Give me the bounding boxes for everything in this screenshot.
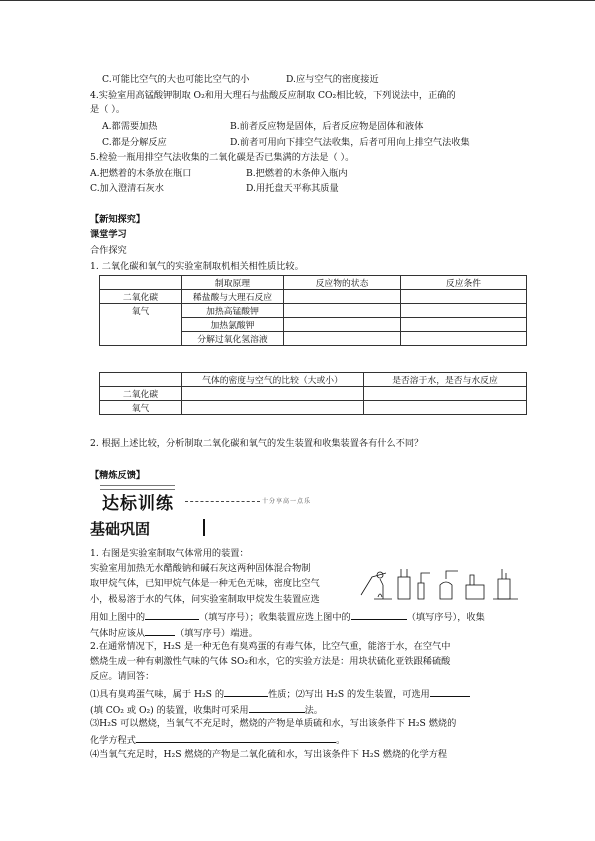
table-header-cell: 反应物的状态 (284, 276, 401, 290)
q5-option-a: A.把燃着的木条放在瓶口 (90, 168, 192, 179)
tubes-f (502, 569, 506, 579)
q5-option-b: B.把燃着的木条伸入瓶内 (246, 168, 348, 179)
table-cell (100, 332, 182, 346)
answer-blank[interactable] (224, 687, 268, 697)
answer-blank[interactable] (145, 626, 175, 636)
flask-b (398, 577, 410, 599)
p2-line5-b: 法。 (304, 705, 323, 716)
q4-option-b: B.前者反应物是固体，后者反应物是固体和液体 (230, 121, 424, 132)
table-row (100, 290, 527, 304)
comparison-table-2 (99, 372, 527, 415)
p2-line1: 2.在通常情况下，H₂S 是一种无色有臭鸡蛋的有毒气体，比空气重，能溶于水，在空气中 (90, 641, 451, 652)
answer-blank[interactable] (136, 733, 336, 743)
p2-line4-a: ⑴具有臭鸡蛋气味，属于 H₂S 的 (90, 689, 225, 700)
p1-line5-b: （填写序号）；收集装置应选上图中的 (199, 612, 351, 623)
q3-option-c: C.可能比空气的大也可能比空气的小 (102, 74, 250, 85)
table-row (100, 401, 527, 415)
tube-c (421, 573, 430, 583)
table-cell: 二氧化碳 (100, 387, 182, 401)
section-heading-new-knowledge: 【新知探究】 (90, 214, 146, 225)
trough-e (466, 585, 484, 599)
p2-line7 (90, 733, 345, 747)
q5-option-d: D.用托盘天平称其质量 (246, 183, 339, 194)
p2-line4-b: 性质；⑵写出 H₂S 的发生装置，可选用 (268, 689, 430, 700)
table-cell (364, 387, 527, 401)
q5-option-c: C.加入澄清石灰水 (90, 183, 164, 194)
table-cell (284, 318, 401, 332)
apparatus-figure (358, 565, 528, 607)
q4-stem-line1: 4.实验室用高锰酸钾制取 O₂和用大理石与盐酸反应制取 CO₂相比较，下列说法中，正确的 (90, 90, 456, 101)
p2-line5-a: (填 CO₂ 或 O₂) 的装置，收集时可采用 (90, 705, 249, 716)
comparison-table-1 (99, 275, 527, 346)
p2-line3: 反应。请回答： (90, 671, 155, 682)
section-title-basic: 基础巩固 (90, 520, 151, 538)
p1-line5-a: 用如上图中的 (90, 612, 146, 623)
table-row (100, 318, 527, 332)
q4-option-a: A.都需要加热 (102, 121, 158, 132)
table-cell (182, 387, 364, 401)
p2-line2: 燃烧生成一种有刺激性气味的气体 SO₂和水，它的实验方法是：用块状硫化亚铁跟稀硫酸 (90, 656, 451, 667)
tube-d (446, 571, 458, 579)
answer-blank[interactable] (145, 610, 199, 620)
table-cell (401, 290, 527, 304)
answer-blank[interactable] (351, 610, 407, 620)
table-cell (100, 318, 182, 332)
p1-line3: 取甲烷气体，已知甲烷气体是一种无色无味，密度比空气 (90, 578, 320, 589)
table-header-cell: 制取原理 (182, 276, 284, 290)
table-cell (401, 332, 527, 346)
p1-line5-c: （填写序号），收集 (406, 612, 485, 623)
table-cell (401, 318, 527, 332)
table-cell: 氧气 (100, 304, 182, 318)
table-header-cell: 是否溶于水，是否与水反应 (364, 373, 527, 387)
bottle-c (418, 583, 424, 599)
p1-line6 (90, 626, 258, 640)
bottle-e (470, 575, 474, 585)
p2-line6: ⑶H₂S 可以燃烧，当氧气不充足时，燃烧的产物是单质硫和水，写出该条件下 H₂S 燃烧的 (90, 718, 457, 729)
q3-option-d: D.应与空气的密度接近 (286, 74, 379, 85)
q4-option-d: D.前者可用向下排空气法收集，后者可用向上排空气法收集 (230, 137, 470, 148)
table-cell (401, 304, 527, 318)
answer-blank[interactable] (430, 687, 470, 697)
p2-line7-b: 。 (335, 735, 346, 746)
lamp-flame (378, 594, 382, 597)
q4-stem-line2: 是（ ）。 (90, 104, 126, 115)
stand-a (374, 579, 392, 599)
table-cell (284, 290, 401, 304)
p2-line4 (90, 687, 470, 701)
p1-line1: 1. 右图是实验室制取气体常用的装置： (90, 548, 249, 559)
bottle-f (498, 579, 510, 599)
section-heading-feedback: 【精炼反馈】 (90, 470, 146, 481)
p1-line2: 实验室用加热无水醋酸钠和碱石灰这两种固体混合物制 (90, 563, 311, 574)
table-header-cell (100, 276, 182, 290)
banner-title: 达标训练 (102, 494, 174, 514)
table-cell (364, 401, 527, 415)
p1-line4: 小，极易溶于水的气体，问实验室制取甲烷发生装置应选 (90, 594, 320, 605)
answer-blank[interactable] (249, 703, 305, 713)
table-row (100, 332, 527, 346)
banner-subtitle: 十分享高一点乐 (262, 498, 312, 505)
table-cell (284, 332, 401, 346)
p2-line5 (90, 703, 323, 717)
table-cell: 分解过氧化氢溶液 (182, 332, 284, 346)
p1-line6-b: （填写序号）端进。 (175, 628, 258, 639)
task-1-text: 1. 二氧化碳和氧气的实验室制取机相关相性质比较。 (90, 261, 304, 272)
table-row (100, 304, 527, 318)
table-header-cell: 反应条件 (401, 276, 527, 290)
q5-stem: 5.检验一瓶用排空气法收集的二氧化碳是否已集满的方法是（ ）。 (90, 152, 355, 163)
p2-line7-a: 化学方程式 (90, 735, 136, 746)
bottle-d (440, 582, 452, 599)
q4-option-c: C.都是分解反应 (102, 137, 167, 148)
p2-line8: ⑷当氧气充足时，H₂S 燃烧的产物是二氧化硫和水，写出该条件下 H₂S 燃烧的化学方程 (90, 749, 448, 760)
p1-line6-a: 气体时应该从 (90, 628, 146, 639)
table-cell (182, 401, 364, 415)
table-cell: 加热高锰酸钾 (182, 304, 284, 318)
subheading-cooperative: 合作探究 (90, 245, 127, 256)
table-header-cell (100, 373, 182, 387)
p1-line5 (90, 610, 485, 624)
table-cell: 稀盐酸与大理石反应 (182, 290, 284, 304)
table-header-row (100, 373, 527, 387)
table-cell (284, 304, 401, 318)
subheading-classroom: 课堂学习 (90, 229, 127, 240)
banner-dashed-line (185, 501, 260, 502)
banner-standard-training (90, 485, 390, 514)
table-row (100, 387, 527, 401)
table-cell: 氧气 (100, 401, 182, 415)
flask-b-neck (401, 569, 407, 577)
table-header-row (100, 276, 527, 290)
task-2-text: 2. 根据上述比较，分析制取二氧化碳和氧气的发生装置和收集装置各有什么不同？ (90, 438, 424, 449)
table-header-cell: 气体的密度与空气的比较（大或小） (182, 373, 364, 387)
page-top-rule (0, 0, 595, 1)
table-cell: 加热氯酸钾 (182, 318, 284, 332)
table-cell: 二氧化碳 (100, 290, 182, 304)
section-title-bar (203, 519, 205, 536)
